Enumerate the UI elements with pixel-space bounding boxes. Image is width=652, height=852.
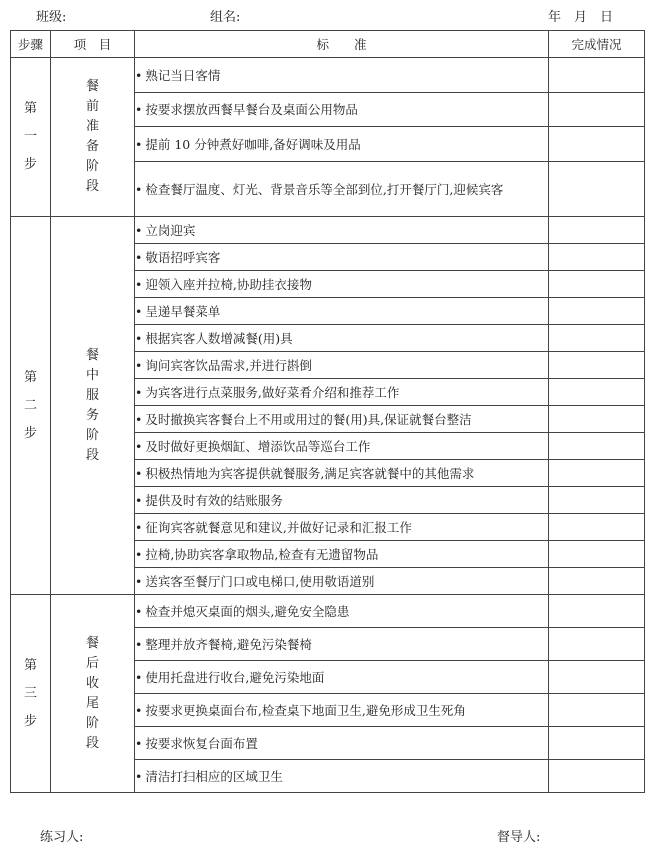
step-cell bbox=[11, 595, 51, 793]
standard-cell bbox=[135, 628, 549, 661]
phase-char: 阶 bbox=[85, 159, 99, 174]
standard-text: 及时撤换宾客餐台上不用或用过的餐(用)具,保证就餐台整洁 bbox=[145, 411, 472, 427]
standard-cell bbox=[135, 244, 549, 271]
phase-char: 段 bbox=[85, 735, 99, 751]
completion-cell[interactable] bbox=[549, 628, 645, 661]
completion-cell[interactable] bbox=[549, 433, 645, 460]
group-label: 组名: bbox=[210, 10, 241, 25]
phase-char: 准 bbox=[85, 119, 99, 134]
standard-text: 清洁打扫相应的区域卫生 bbox=[145, 768, 283, 784]
supervisor-label: 督导人: bbox=[497, 830, 541, 845]
phase-char: 服 bbox=[85, 387, 99, 403]
bullet-icon: • bbox=[135, 222, 143, 238]
standard-text: 及时做好更换烟缸、增添饮品等巡台工作 bbox=[145, 438, 371, 454]
phase-char: 餐 bbox=[85, 79, 99, 94]
standard-cell bbox=[135, 514, 549, 541]
bullet-icon: • bbox=[135, 249, 143, 265]
bullet-icon: • bbox=[135, 669, 143, 685]
bullet-icon: • bbox=[135, 702, 143, 718]
completion-cell[interactable] bbox=[549, 727, 645, 760]
standard-cell bbox=[135, 568, 549, 595]
completion-cell[interactable] bbox=[549, 127, 645, 162]
date-label: 年 月 日 bbox=[548, 10, 614, 25]
standard-text: 整理并放齐餐椅,避免污染餐椅 bbox=[145, 636, 312, 652]
phase-cell bbox=[51, 217, 135, 595]
table-row bbox=[11, 58, 645, 93]
standard-cell bbox=[135, 460, 549, 487]
bullet-icon: • bbox=[135, 330, 143, 346]
bullet-icon: • bbox=[135, 102, 143, 117]
standard-text: 检查餐厅温度、灯光、背景音乐等全部到位,打开餐厅门,迎候宾客 bbox=[145, 181, 504, 197]
bullet-icon: • bbox=[135, 768, 143, 784]
standard-text: 提前 10 分钟煮好咖啡,备好调味及用品 bbox=[145, 136, 361, 152]
class-label: 班级: bbox=[36, 10, 67, 25]
bullet-icon: • bbox=[135, 465, 143, 481]
bullet-icon: • bbox=[135, 546, 143, 562]
standard-cell bbox=[135, 694, 549, 727]
step-char: 第 bbox=[23, 657, 37, 673]
phase-char: 餐 bbox=[85, 635, 99, 651]
bullet-icon: • bbox=[135, 181, 143, 197]
table-body bbox=[11, 58, 645, 793]
completion-cell[interactable] bbox=[549, 661, 645, 694]
standard-text: 按要求摆放西餐早餐台及桌面公用物品 bbox=[145, 102, 358, 117]
standard-cell bbox=[135, 379, 549, 406]
standard-text: 积极热情地为宾客提供就餐服务,满足宾客就餐中的其他需求 bbox=[145, 465, 475, 481]
completion-cell[interactable] bbox=[549, 406, 645, 433]
phase-char: 务 bbox=[85, 407, 99, 423]
bullet-icon: • bbox=[135, 67, 143, 83]
phase-char: 前 bbox=[85, 99, 99, 114]
standard-cell bbox=[135, 298, 549, 325]
phase-char: 备 bbox=[85, 139, 99, 154]
step-char: 三 bbox=[23, 685, 37, 701]
step-char: 一 bbox=[23, 129, 37, 144]
bullet-icon: • bbox=[135, 411, 143, 427]
standard-text: 为宾客进行点菜服务,做好菜肴介绍和推荐工作 bbox=[145, 384, 400, 400]
completion-cell[interactable] bbox=[549, 514, 645, 541]
standard-text: 敬语招呼宾客 bbox=[145, 249, 221, 265]
standard-text: 拉椅,协助宾客拿取物品,检查有无遗留物品 bbox=[145, 546, 379, 562]
step-char: 步 bbox=[23, 425, 37, 441]
col-header-completion: 完成情况 bbox=[549, 31, 645, 58]
completion-cell[interactable] bbox=[549, 694, 645, 727]
standard-text: 使用托盘进行收台,避免污染地面 bbox=[145, 669, 325, 685]
completion-cell[interactable] bbox=[549, 460, 645, 487]
standard-text: 立岗迎宾 bbox=[145, 222, 196, 238]
standard-cell bbox=[135, 487, 549, 514]
completion-cell[interactable] bbox=[549, 487, 645, 514]
completion-cell[interactable] bbox=[549, 352, 645, 379]
completion-cell[interactable] bbox=[549, 298, 645, 325]
standard-text: 迎领入座并拉椅,协助挂衣接物 bbox=[145, 276, 312, 292]
standard-cell bbox=[135, 352, 549, 379]
completion-cell[interactable] bbox=[549, 541, 645, 568]
standard-text: 按要求恢复台面布置 bbox=[145, 735, 258, 751]
standard-text: 提供及时有效的结账服务 bbox=[145, 492, 283, 508]
bullet-icon: • bbox=[135, 303, 143, 319]
table-row bbox=[11, 217, 645, 244]
standard-cell bbox=[135, 727, 549, 760]
standard-cell bbox=[135, 162, 549, 217]
standard-cell bbox=[135, 433, 549, 460]
standard-text: 送宾客至餐厅门口或电梯口,使用敬语道别 bbox=[145, 573, 375, 589]
completion-cell[interactable] bbox=[549, 760, 645, 793]
phase-char: 段 bbox=[85, 447, 99, 463]
standard-cell bbox=[135, 271, 549, 298]
standard-cell bbox=[135, 760, 549, 793]
service-checklist-table bbox=[10, 30, 645, 793]
phase-cell bbox=[51, 595, 135, 793]
bullet-icon: • bbox=[135, 573, 143, 589]
completion-cell[interactable] bbox=[549, 568, 645, 595]
standard-cell bbox=[135, 217, 549, 244]
completion-cell[interactable] bbox=[549, 58, 645, 93]
step-char: 步 bbox=[23, 713, 37, 729]
phase-char: 收 bbox=[85, 675, 99, 691]
table-header-row bbox=[11, 31, 645, 58]
phase-char: 段 bbox=[85, 179, 99, 194]
step-char: 第 bbox=[23, 101, 37, 116]
completion-cell[interactable] bbox=[549, 595, 645, 628]
bullet-icon: • bbox=[135, 492, 143, 508]
col-header-step: 步骤 bbox=[11, 31, 51, 58]
completion-cell[interactable] bbox=[549, 244, 645, 271]
bullet-icon: • bbox=[135, 357, 143, 373]
standard-cell bbox=[135, 541, 549, 568]
standard-cell bbox=[135, 93, 549, 127]
phase-cell bbox=[51, 58, 135, 217]
step-cell bbox=[11, 217, 51, 595]
phase-char: 阶 bbox=[85, 427, 99, 443]
bullet-icon: • bbox=[135, 136, 143, 152]
standard-cell bbox=[135, 406, 549, 433]
step-char: 二 bbox=[23, 397, 37, 413]
completion-cell[interactable] bbox=[549, 217, 645, 244]
standard-text: 按要求更换桌面台布,检查桌下地面卫生,避免形成卫生死角 bbox=[145, 702, 466, 718]
completion-cell[interactable] bbox=[549, 325, 645, 352]
standard-cell bbox=[135, 595, 549, 628]
standard-text: 根据宾客人数增减餐(用)具 bbox=[145, 330, 293, 346]
col-header-standard: 标 准 bbox=[135, 31, 549, 58]
col-header-item: 项 目 bbox=[51, 31, 135, 58]
phase-char: 阶 bbox=[85, 715, 99, 731]
standard-text: 检查并熄灭桌面的烟头,避免安全隐患 bbox=[145, 603, 350, 619]
step-char: 步 bbox=[23, 157, 37, 172]
standard-cell bbox=[135, 661, 549, 694]
bullet-icon: • bbox=[135, 636, 143, 652]
bullet-icon: • bbox=[135, 384, 143, 400]
standard-text: 呈递早餐菜单 bbox=[145, 303, 221, 319]
phase-char: 中 bbox=[85, 367, 99, 383]
bullet-icon: • bbox=[135, 438, 143, 454]
phase-char: 尾 bbox=[85, 695, 99, 711]
bullet-icon: • bbox=[135, 519, 143, 535]
step-cell bbox=[11, 58, 51, 217]
bullet-icon: • bbox=[135, 603, 143, 619]
phase-char: 后 bbox=[85, 655, 99, 671]
standard-text: 询问宾客饮品需求,并进行斟倒 bbox=[145, 357, 312, 373]
completion-cell[interactable] bbox=[549, 379, 645, 406]
practitioner-label: 练习人: bbox=[40, 830, 84, 845]
completion-cell[interactable] bbox=[549, 271, 645, 298]
standard-text: 熟记当日客情 bbox=[145, 67, 221, 83]
standard-cell bbox=[135, 127, 549, 162]
bullet-icon: • bbox=[135, 276, 143, 292]
standard-cell bbox=[135, 58, 549, 93]
bullet-icon: • bbox=[135, 735, 143, 751]
standard-cell bbox=[135, 325, 549, 352]
phase-char: 餐 bbox=[85, 347, 99, 363]
completion-cell[interactable] bbox=[549, 93, 645, 127]
step-char: 第 bbox=[23, 369, 37, 385]
table-row bbox=[11, 595, 645, 628]
standard-text: 征询宾客就餐意见和建议,并做好记录和汇报工作 bbox=[145, 519, 412, 535]
completion-cell[interactable] bbox=[549, 162, 645, 217]
